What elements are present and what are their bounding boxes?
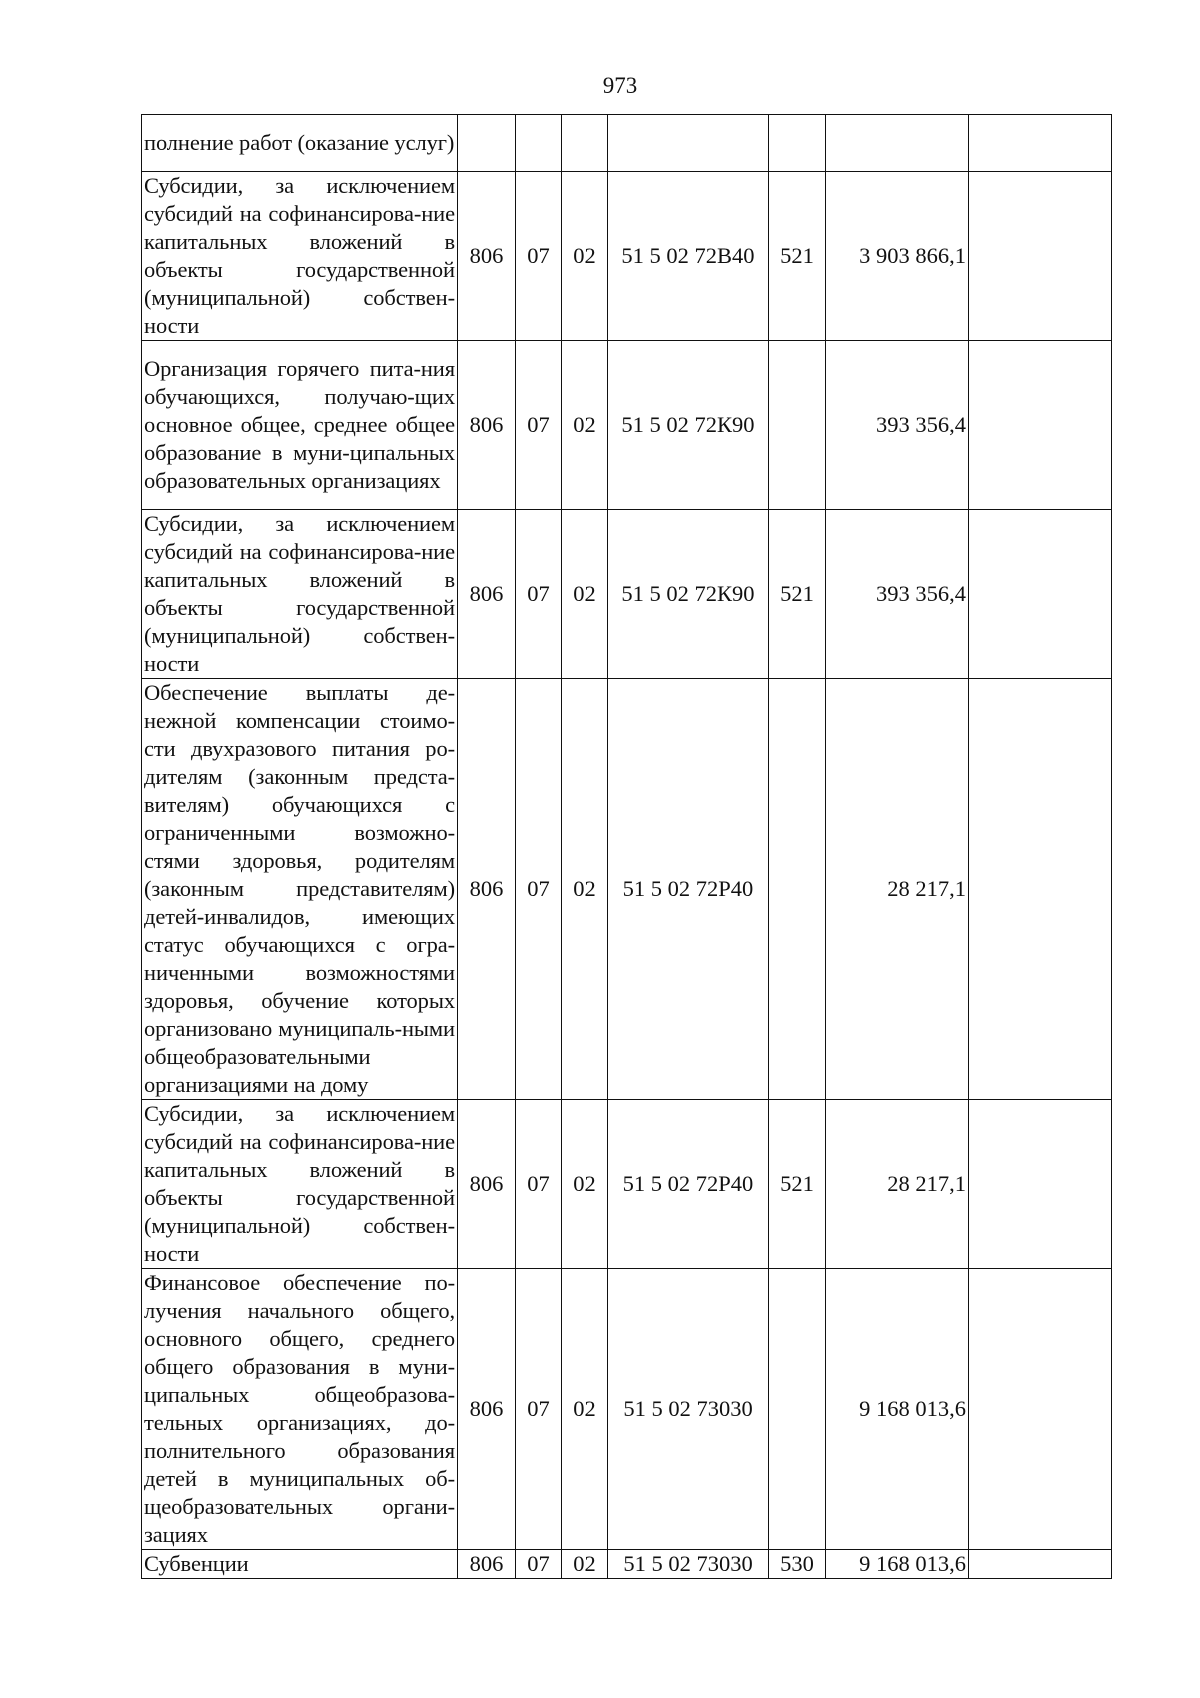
row-vr: 521 xyxy=(769,172,826,341)
row-rz: 07 xyxy=(516,1550,562,1579)
row-rz: 07 xyxy=(516,172,562,341)
row-pr xyxy=(562,115,608,172)
row-extra xyxy=(969,679,1112,1100)
row-amount: 393 356,4 xyxy=(826,341,969,510)
row-amount: 393 356,4 xyxy=(826,510,969,679)
table-row xyxy=(142,115,1112,172)
row-gr: 806 xyxy=(458,510,516,679)
row-vr xyxy=(769,341,826,510)
budget-table xyxy=(141,114,1112,1579)
row-extra xyxy=(969,1100,1112,1269)
row-gr: 806 xyxy=(458,1269,516,1550)
row-cs xyxy=(608,115,769,172)
row-extra xyxy=(969,510,1112,679)
row-pr: 02 xyxy=(562,679,608,1100)
row-name: Организация горячего пита-ния обучающихся, получаю-щих основное общее, среднее общее образование в муни-ципальных образовательных организациях xyxy=(142,341,458,510)
row-cs: 51 5 02 72Р40 xyxy=(608,1100,769,1269)
row-rz: 07 xyxy=(516,510,562,679)
row-pr: 02 xyxy=(562,510,608,679)
row-vr xyxy=(769,1269,826,1550)
row-extra xyxy=(969,172,1112,341)
row-vr xyxy=(769,679,826,1100)
row-vr xyxy=(769,115,826,172)
row-vr: 530 xyxy=(769,1550,826,1579)
table-row xyxy=(142,172,1112,341)
row-pr: 02 xyxy=(562,1269,608,1550)
row-vr: 521 xyxy=(769,510,826,679)
row-name: полнение работ (оказание услуг) xyxy=(142,115,458,172)
row-pr: 02 xyxy=(562,1550,608,1579)
row-gr: 806 xyxy=(458,1550,516,1579)
row-pr: 02 xyxy=(562,1100,608,1269)
row-amount: 9 168 013,6 xyxy=(826,1550,969,1579)
row-cs: 51 5 02 72К90 xyxy=(608,510,769,679)
row-pr: 02 xyxy=(562,341,608,510)
row-amount: 28 217,1 xyxy=(826,679,969,1100)
table-row xyxy=(142,341,1112,510)
row-extra xyxy=(969,341,1112,510)
row-rz: 07 xyxy=(516,679,562,1100)
table-row xyxy=(142,1550,1112,1579)
table-row xyxy=(142,679,1112,1100)
row-cs: 51 5 02 73030 xyxy=(608,1550,769,1579)
row-name: Субвенции xyxy=(142,1550,458,1579)
row-gr: 806 xyxy=(458,341,516,510)
row-amount xyxy=(826,115,969,172)
row-cs: 51 5 02 72Р40 xyxy=(608,679,769,1100)
row-extra xyxy=(969,115,1112,172)
row-cs: 51 5 02 72В40 xyxy=(608,172,769,341)
row-gr: 806 xyxy=(458,679,516,1100)
row-rz xyxy=(516,115,562,172)
row-cs: 51 5 02 73030 xyxy=(608,1269,769,1550)
row-amount: 9 168 013,6 xyxy=(826,1269,969,1550)
row-name: Субсидии, за исключением субсидий на софинансирова-ние капитальных вложений в объекты государственной (муниципальной) собствен-ности xyxy=(142,510,458,679)
row-name: Субсидии, за исключением субсидий на софинансирова-ние капитальных вложений в объекты государственной (муниципальной) собствен-ности xyxy=(142,1100,458,1269)
row-name: Обеспечение выплаты де-нежной компенсации стоимо-сти двухразового питания ро-дителям (законным предста-вителям) обучающихся с ограниченными возможно-стями здоровья, родителям (законным представителям) детей-инвалидов, имеющих статус обучающихся с огра-ниченными возможностями здоровья, обучение которых организовано муниципаль-ными общеобразовательными организациями на дому xyxy=(142,679,458,1100)
row-rz: 07 xyxy=(516,1269,562,1550)
row-rz: 07 xyxy=(516,1100,562,1269)
page-number: 973 xyxy=(602,73,638,98)
row-extra xyxy=(969,1550,1112,1579)
row-amount: 28 217,1 xyxy=(826,1100,969,1269)
row-name: Субсидии, за исключением субсидий на софинансирова-ние капитальных вложений в объекты государственной (муниципальной) собствен-ности xyxy=(142,172,458,341)
row-rz: 07 xyxy=(516,341,562,510)
row-pr: 02 xyxy=(562,172,608,341)
row-gr: 806 xyxy=(458,172,516,341)
table-row xyxy=(142,510,1112,679)
row-name: Финансовое обеспечение по-лучения начального общего, основного общего, среднего общего образования в муни-ципальных общеобразова-тельных организациях, до-полнительного образования детей в муниципальных об-щеобразовательных органи-зациях xyxy=(142,1269,458,1550)
row-amount: 3 903 866,1 xyxy=(826,172,969,341)
row-vr: 521 xyxy=(769,1100,826,1269)
row-gr: 806 xyxy=(458,1100,516,1269)
row-cs: 51 5 02 72К90 xyxy=(608,341,769,510)
row-gr xyxy=(458,115,516,172)
table-row xyxy=(142,1100,1112,1269)
table-row xyxy=(142,1269,1112,1550)
row-extra xyxy=(969,1269,1112,1550)
